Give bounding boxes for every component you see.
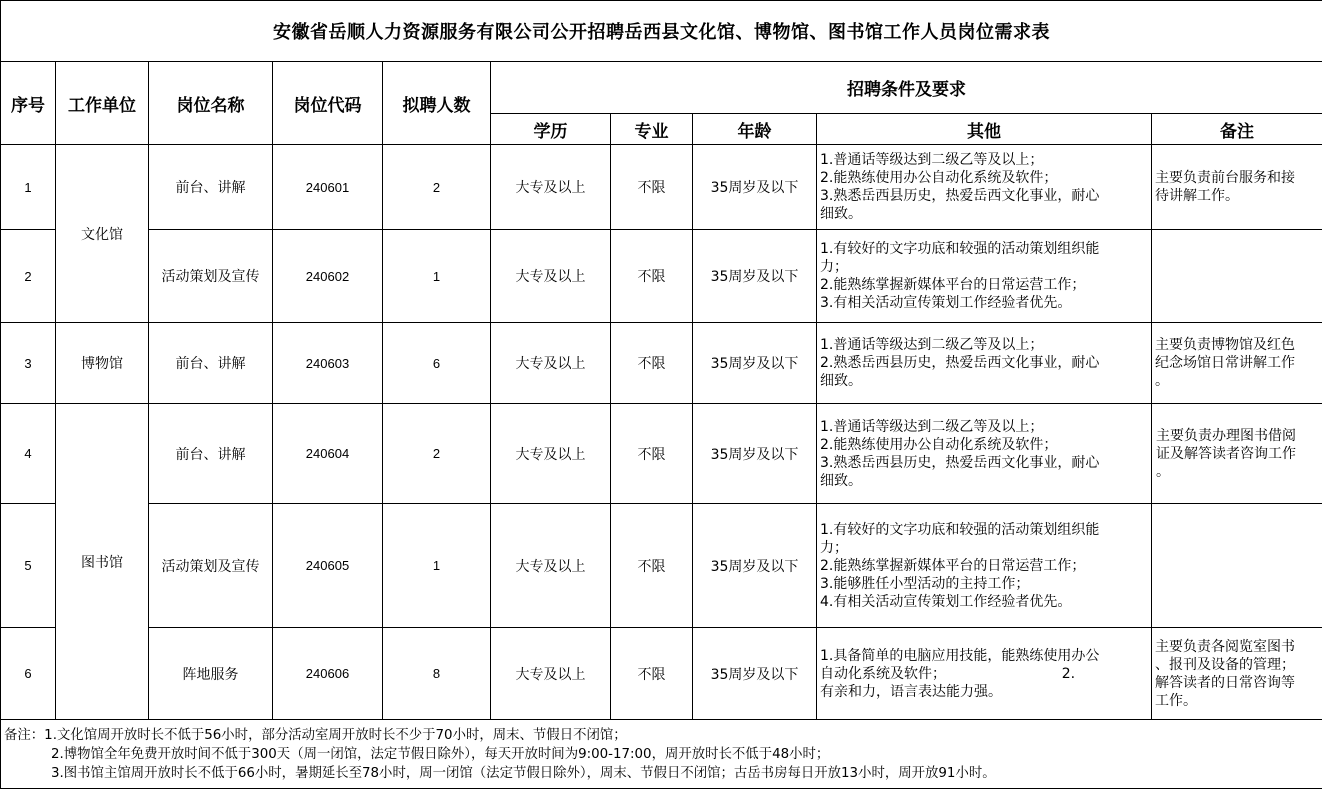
- row-post-name: 前台、讲解: [149, 323, 273, 404]
- row-seq: 5: [1, 504, 56, 628]
- footer-line: 3.图书馆主馆周开放时长不低于66小时，暑期延长至78小时，周一闭馆（法定节假日除外），周末、节假日不闭馆；古岳书房每日开放13小时，周开放91小时。: [51, 766, 996, 781]
- other-line: 力；: [820, 259, 848, 275]
- remark-line: 主要负责办理图书借阅: [1156, 427, 1296, 444]
- row-other: [817, 504, 1152, 628]
- remark-line: 主要负责前台服务和接: [1155, 170, 1295, 186]
- row-education: 大专及以上: [491, 504, 611, 628]
- header-post-name: 岗位名称: [149, 62, 273, 145]
- other-line: 自动化系统及软件； 2.: [820, 665, 1076, 682]
- other-line: 3.熟悉岳西县历史，热爱岳西文化事业，耐心: [820, 188, 1100, 204]
- other-line: 力；: [820, 539, 848, 556]
- table-row: [1, 504, 1322, 628]
- other-line: 有亲和力，语言表达能力强。: [820, 683, 1002, 700]
- row-remark: [1152, 145, 1322, 230]
- row-seq: 1: [1, 145, 56, 230]
- other-line: 1.有较好的文字功底和较强的活动策划组织能: [820, 241, 1100, 257]
- row-seq: 6: [1, 628, 56, 720]
- other-line: 2.能熟练掌握新媒体平台的日常运营工作；: [820, 277, 1086, 293]
- row-post-name: 活动策划及宣传: [149, 230, 273, 323]
- header-age: 年龄: [693, 114, 817, 145]
- row-other: [817, 230, 1152, 323]
- other-line: 细致。: [820, 206, 862, 222]
- row-education: 大专及以上: [491, 404, 611, 504]
- other-line: 2.能熟练掌握新媒体平台的日常运营工作；: [820, 557, 1086, 574]
- row-age: 35周岁及以下: [693, 323, 817, 404]
- row-seq: 4: [1, 404, 56, 504]
- row-age: 35周岁及以下: [693, 628, 817, 720]
- header-seq: 序号: [1, 62, 56, 145]
- footer-line: 2.博物馆全年免费开放时间不低于300天（周一闭馆，法定节假日除外），每天开放时间为9:00-17:00，周开放时长不低于48小时；: [51, 747, 830, 762]
- row-remark: [1152, 628, 1322, 720]
- row-post-code: 240604: [273, 404, 383, 504]
- header-major: 专业: [611, 114, 693, 145]
- unit-cell: 图书馆: [56, 404, 149, 720]
- header-education: 学历: [491, 114, 611, 145]
- other-line: 1.普通话等级达到二级乙等及以上；: [820, 418, 1044, 435]
- remark-line: 纪念场馆日常讲解工作: [1155, 355, 1295, 371]
- row-other: [817, 323, 1152, 404]
- table-row: [1, 323, 1322, 404]
- row-post-code: 240601: [273, 145, 383, 230]
- row-remark: [1152, 404, 1322, 504]
- row-age: 35周岁及以下: [693, 230, 817, 323]
- row-count: 1: [383, 230, 491, 323]
- row-other: [817, 404, 1152, 504]
- header-count: 拟聘人数: [383, 62, 491, 145]
- row-major: 不限: [611, 323, 693, 404]
- row-other: [817, 145, 1152, 230]
- other-line: 1.具备简单的电脑应用技能，能熟练使用办公: [820, 647, 1100, 664]
- remark-line: 解答读者的日常咨询等: [1155, 674, 1295, 691]
- other-line: 细致。: [820, 373, 862, 389]
- row-major: 不限: [611, 404, 693, 504]
- row-seq: 3: [1, 323, 56, 404]
- row-education: 大专及以上: [491, 230, 611, 323]
- other-line: 1.有较好的文字功底和较强的活动策划组织能: [820, 521, 1100, 538]
- other-line: 2.能熟练使用办公自动化系统及软件；: [820, 436, 1058, 453]
- other-line: 1.普通话等级达到二级乙等及以上；: [820, 152, 1044, 168]
- remark-line: 主要负责各阅览室图书: [1155, 638, 1295, 655]
- row-major: 不限: [611, 230, 693, 323]
- row-count: 6: [383, 323, 491, 404]
- row-age: 35周岁及以下: [693, 404, 817, 504]
- table-row: [1, 230, 1322, 323]
- remark-line: 。: [1155, 373, 1169, 389]
- table-row: [1, 628, 1322, 720]
- row-post-code: 240605: [273, 504, 383, 628]
- row-remark: [1152, 323, 1322, 404]
- row-major: 不限: [611, 145, 693, 230]
- remark-line: 。: [1156, 463, 1170, 480]
- row-education: 大专及以上: [491, 323, 611, 404]
- row-count: 2: [383, 145, 491, 230]
- row-post-name: 前台、讲解: [149, 145, 273, 230]
- row-post-name: 前台、讲解: [149, 404, 273, 504]
- row-count: 1: [383, 504, 491, 628]
- row-post-name: 阵地服务: [149, 628, 273, 720]
- other-line: 细致。: [820, 472, 862, 489]
- table-row: [1, 404, 1322, 504]
- table-row: [1, 145, 1322, 230]
- row-count: 2: [383, 404, 491, 504]
- footer-notes: [1, 720, 1322, 789]
- row-post-code: 240602: [273, 230, 383, 323]
- other-line: 2.能熟练使用办公自动化系统及软件；: [820, 170, 1058, 186]
- header-conditions: 招聘条件及要求: [491, 62, 1322, 114]
- other-line: 4.有相关活动宣传策划工作经验者优先。: [820, 593, 1072, 610]
- row-other: [817, 628, 1152, 720]
- other-line: 3.能够胜任小型活动的主持工作；: [820, 575, 1030, 592]
- other-line: 3.有相关活动宣传策划工作经验者优先。: [820, 295, 1072, 311]
- remark-line: 、报刊及设备的管理；: [1155, 656, 1295, 673]
- row-post-code: 240603: [273, 323, 383, 404]
- row-education: 大专及以上: [491, 145, 611, 230]
- row-remark: [1152, 230, 1322, 323]
- header-post-code: 岗位代码: [273, 62, 383, 145]
- row-major: 不限: [611, 504, 693, 628]
- remark-line: 待讲解工作。: [1155, 188, 1239, 204]
- row-age: 35周岁及以下: [693, 145, 817, 230]
- row-count: 8: [383, 628, 491, 720]
- other-line: 1.普通话等级达到二级乙等及以上；: [820, 337, 1044, 353]
- row-seq: 2: [1, 230, 56, 323]
- header-unit: 工作单位: [56, 62, 149, 145]
- remark-line: 证及解答读者咨询工作: [1156, 445, 1296, 462]
- header-other: 其他: [817, 114, 1152, 145]
- page-title: 安徽省岳顺人力资源服务有限公司公开招聘岳西县文化馆、博物馆、图书馆工作人员岗位需求表: [1, 1, 1322, 62]
- other-line: 3.熟悉岳西县历史，热爱岳西文化事业，耐心: [820, 454, 1100, 471]
- row-major: 不限: [611, 628, 693, 720]
- footer-line: 备注：1.文化馆周开放时长不低于56小时，部分活动室周开放时长不少于70小时，周末、节假日不闭馆；: [4, 728, 627, 743]
- row-age: 35周岁及以下: [693, 504, 817, 628]
- unit-cell: 博物馆: [56, 323, 149, 404]
- row-post-name: 活动策划及宣传: [149, 504, 273, 628]
- unit-cell: 文化馆: [56, 145, 149, 323]
- row-post-code: 240606: [273, 628, 383, 720]
- other-line: 2.熟悉岳西县历史，热爱岳西文化事业，耐心: [820, 355, 1100, 371]
- row-education: 大专及以上: [491, 628, 611, 720]
- remark-line: 主要负责博物馆及红色: [1155, 337, 1295, 353]
- row-remark: [1152, 504, 1322, 628]
- header-remark: 备注: [1152, 114, 1322, 145]
- remark-line: 工作。: [1155, 692, 1197, 709]
